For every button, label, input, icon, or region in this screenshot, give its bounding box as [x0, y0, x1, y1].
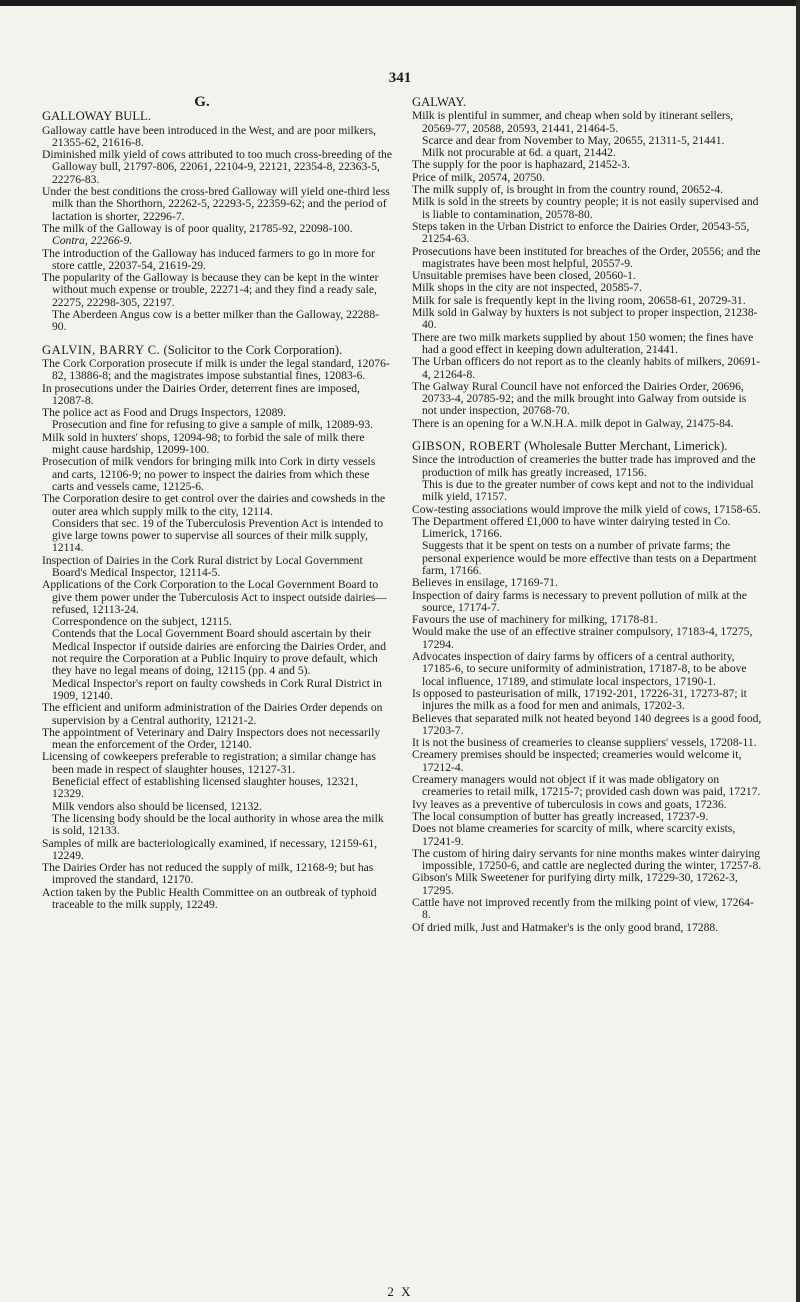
- index-entry: The efficient and uniform administration of the Dairies Order depends on supervision by a Central authority, 12121-2.: [42, 701, 383, 727]
- page-number: 341: [388, 70, 412, 86]
- index-entry: Believes that separated milk not heated beyond 140 degrees is a good food, 17203-7.: [412, 711, 762, 737]
- index-entry: Unsuitable premises have been closed, 20560-1.: [412, 269, 636, 283]
- index-entry: Favours the use of machinery for milking, 17178-81.: [412, 613, 658, 627]
- index-entry: Milk sold in Galway by huxters is not subject to proper inspection, 21238-40.: [412, 306, 758, 332]
- index-entry: Believes in ensilage, 17169-71.: [412, 576, 558, 590]
- index-entry: Contra, 22266-9.: [52, 234, 133, 248]
- index-entry: This is due to the greater number of cows kept and not to the individual milk yield, 17157.: [422, 477, 754, 504]
- index-entry: The Cork Corporation prosecute if milk is under the legal standard, 12076-82, 13886-8; and the magistrates impose substantial fines, 12083-6.: [42, 356, 390, 383]
- index-entry: In prosecutions under the Dairies Order, deterrent fines are imposed, 12087-8.: [42, 381, 360, 407]
- index-entry: The milk supply of, is brought in from the country round, 20652-4.: [412, 183, 724, 197]
- index-entry: Does not blame creameries for scarcity of milk, where scarcity exists, 17241-9.: [412, 822, 736, 848]
- index-entry: Applications of the Cork Corporation to the Local Government Board to give them power under the Tuberculosis Act to inspect outside dairies—refused, 12113-24.: [42, 578, 387, 616]
- index-entry: Scarce and dear from November to May, 20655, 21311-5, 21441.: [422, 133, 725, 147]
- heading-name: GALVIN, BARRY C.: [42, 342, 161, 357]
- index-entry: Creamery premises should be inspected; creameries would welcome it, 17212-4.: [412, 748, 742, 774]
- index-entry: The police act as Food and Drugs Inspectors, 12089.: [42, 406, 287, 420]
- section-heading-galvin: [42, 344, 392, 356]
- index-entry: Price of milk, 20574, 20750.: [412, 170, 545, 184]
- section-heading-galloway-bull: GALLOWAY BULL.: [42, 109, 151, 124]
- index-entry: Considers that sec. 19 of the Tuberculosis Prevention Act is intended to give large towns power to supervise all sources of their milk supply, 12114.: [52, 516, 384, 555]
- index-entry: It is not the business of creameries to cleanse suppliers' vessels, 17208-11.: [412, 736, 757, 750]
- index-entry: Prosecution of milk vendors for bringing milk into Cork in dirty vessels and carts, 12106-9; no power to inspect the dairies from which these carts and vessels came, 12125-6.: [42, 455, 376, 493]
- left-column: [42, 96, 392, 911]
- index-entry: The introduction of the Galloway has induced farmers to go in more for store cattle, 22037-54, 21619-29.: [42, 246, 375, 272]
- index-entry: Gibson's Milk Sweetener for purifying dirty milk, 17229-30, 17262-3, 17295.: [412, 871, 738, 897]
- index-entry: The Urban officers do not report as to the cleanly habits of milkers, 20691-4, 21264-8.: [412, 355, 761, 381]
- index-entry: Creamery managers would not object if it was made obligatory on creameries to retail milk, 17215-7; provided cash down was paid, 17217.: [412, 773, 761, 799]
- index-entry: The Department offered £1,000 to have winter dairying tested in Co. Limerick, 17166.: [412, 514, 731, 541]
- index-entry: Medical Inspector's report on faulty cowsheds in Cork Rural District in 1909, 12140.: [52, 676, 382, 702]
- heading-description: (Solicitor to the Cork Corporation).: [163, 342, 343, 357]
- section-heading-galway: GALWAY.: [412, 95, 466, 109]
- index-entry: The Corporation desire to get control over the dairies and cowsheds in the outer area which supply milk to the city, 12114.: [42, 492, 386, 518]
- index-entry: Would make the use of an effective strainer compulsory, 17183-4, 17275, 17294.: [412, 625, 753, 651]
- index-entry: Is opposed to pasteurisation of milk, 17192-201, 17226-31, 17273-87; it injures the milk as a food for men and animals, 17202-3.: [412, 686, 747, 713]
- scan-top-border: [0, 0, 800, 6]
- index-entry: The popularity of the Galloway is because they can be kept in the winter without much expense or trouble, 22271-4; and they find a ready sale, 22275, 22298-305, 22197.: [42, 271, 379, 309]
- index-entry: Action taken by the Public Health Committee on an outbreak of typhoid traceable to the milk supply, 12249.: [42, 885, 377, 911]
- index-entry: The Dairies Order has not reduced the supply of milk, 12168-9; but has improved the standard, 12170.: [42, 861, 374, 887]
- index-entry: Beneficial effect of establishing licensed slaughter houses, 12321, 12329.: [52, 775, 358, 801]
- index-entry: Milk vendors also should be licensed, 12132.: [52, 799, 262, 813]
- index-letter: G.: [194, 94, 210, 110]
- index-entry: Milk for sale is frequently kept in the living room, 20658-61, 20729-31.: [412, 293, 746, 307]
- index-entry: Milk sold in huxters' shops, 12094-98; to forbid the sale of milk there might cause hardship, 12099-100.: [42, 430, 365, 457]
- entries-gibson: [412, 454, 762, 934]
- index-entry: The licensing body should be the local authority in whose area the milk is sold, 12133.: [52, 811, 384, 838]
- index-entry: Under the best conditions the cross-bred Galloway will yield one-third less milk than the Shorthorn, 22262-5, 22293-5, 22359-62; and the period of lactation is shorter, 22296-7.: [42, 185, 390, 223]
- index-entry: Steps taken in the Urban District to enforce the Dairies Order, 20543-55, 21254-63.: [412, 219, 750, 246]
- index-entry: Diminished milk yield of cows attributed to too much cross-breeding of the Galloway bull, 21797-806, 22061, 22104-9, 22121, 22354-8, 22363-5, 22276-83.: [42, 148, 392, 186]
- index-entry: The Galway Rural Council have not enforced the Dairies Order, 20696, 20733-4, 20785-92; and the milk brought into Galway from outside is not under inspection, 20768-70.: [412, 379, 747, 418]
- index-entry: The local consumption of butter has greatly increased, 17237-9.: [412, 809, 709, 823]
- section-heading-gibson: [412, 440, 762, 452]
- index-entry: Milk not procurable at 6d. a quart, 21442.: [422, 146, 616, 160]
- index-entry: Galloway cattle have been introduced in the West, and are poor milkers, 21355-62, 21616-8.: [42, 123, 376, 149]
- index-entry: Milk is plentiful in summer, and cheap when sold by itinerant sellers, 20569-77, 20588, 20593, 21441, 21464-5.: [412, 109, 734, 135]
- index-entry: Samples of milk are bacteriologically examined, if necessary, 12159-61, 12249.: [42, 836, 378, 862]
- right-column: [412, 96, 762, 934]
- index-entry: The Aberdeen Angus cow is a better milker than the Galloway, 22288-90.: [52, 308, 380, 334]
- index-entry: Cattle have not improved recently from the milking point of view, 17264-8.: [412, 896, 754, 922]
- index-entry: There is an opening for a W.N.H.A. milk depot in Galway, 21475-84.: [412, 416, 734, 430]
- index-entry: Prosecutions have been instituted for breaches of the Order, 20556; and the magistrates have been most helpful, 20557-9.: [412, 244, 761, 270]
- index-entry: Inspection of Dairies in the Cork Rural district by Local Government Board's Medical Inspector, 12114-5.: [42, 553, 363, 579]
- index-entry: The appointment of Veterinary and Dairy Inspectors does not necessarily mean the enforcement of the Order, 12140.: [42, 725, 381, 752]
- index-entry: Ivy leaves as a preventive of tuberculosis in cows and goats, 17236.: [412, 797, 727, 811]
- index-entry: Advocates inspection of dairy farms by officers of a central authority, 17185-6, to secure uniformity of administration, 17187-8, to be above local influence, 17189, and stimulate local inspectors, 17190-1.: [412, 650, 747, 688]
- heading-description: (Wholesale Butter Merchant, Limerick).: [524, 439, 728, 454]
- heading-name: GIBSON, ROBERT: [412, 439, 522, 454]
- index-entry: There are two milk markets supplied by about 150 women; the fines have had a good effect in keeping down adulteration, 21441.: [412, 330, 754, 356]
- index-entry: Contends that the Local Government Board should ascertain by their Medical Inspector if outside dairies are enforcing the Dairies Order, and not require the Corporation at a Public Inquiry to prove default, which they have no legal means of doing, 12115 (pp. 4 and 5).: [52, 627, 387, 678]
- index-entry: Licensing of cowkeepers preferable to registration; a similar change has been made in respect of slaughter houses, 12127-31.: [42, 750, 376, 776]
- signature-mark: 2 X: [387, 1284, 413, 1299]
- index-entry: Of dried milk, Just and Hatmaker's is the only good brand, 17288.: [412, 920, 719, 934]
- entries-galvin: [42, 358, 392, 911]
- index-entry: Milk is sold in the streets by country people; it is not easily supervised and is liable to contamination, 20578-80.: [412, 195, 759, 221]
- index-entry: The milk of the Galloway is of poor quality, 21785-92, 22098-100.: [42, 221, 353, 235]
- index-entry: Inspection of dairy farms is necessary to prevent pollution of milk at the source, 17174-7.: [412, 588, 747, 614]
- index-entry: Correspondence on the subject, 12115.: [52, 615, 232, 629]
- index-entry: The supply for the poor is haphazard, 21452-3.: [412, 158, 630, 172]
- index-entry: Suggests that it be spent on tests on a number of private farms; the personal experience would be more effective than tests on a Department farm, 17166.: [422, 539, 757, 577]
- index-entry: Milk shops in the city are not inspected, 20585-7.: [412, 281, 642, 295]
- index-entry: Prosecution and fine for refusing to give a sample of milk, 12089-93.: [52, 418, 374, 432]
- index-entry: Cow-testing associations would improve the milk yield of cows, 17158-65.: [412, 502, 761, 516]
- scan-right-edge: [796, 0, 800, 1302]
- index-entry: Since the introduction of creameries the butter trade has improved and the production of milk has greatly increased, 17156.: [412, 453, 756, 479]
- entries-galloway-bull: [42, 125, 392, 334]
- index-entry: The custom of hiring dairy servants for nine months makes winter dairying impossible, 17250-6, and cattle are neglected during the winter, 17257-8.: [412, 846, 762, 873]
- entries-galway: [412, 110, 762, 430]
